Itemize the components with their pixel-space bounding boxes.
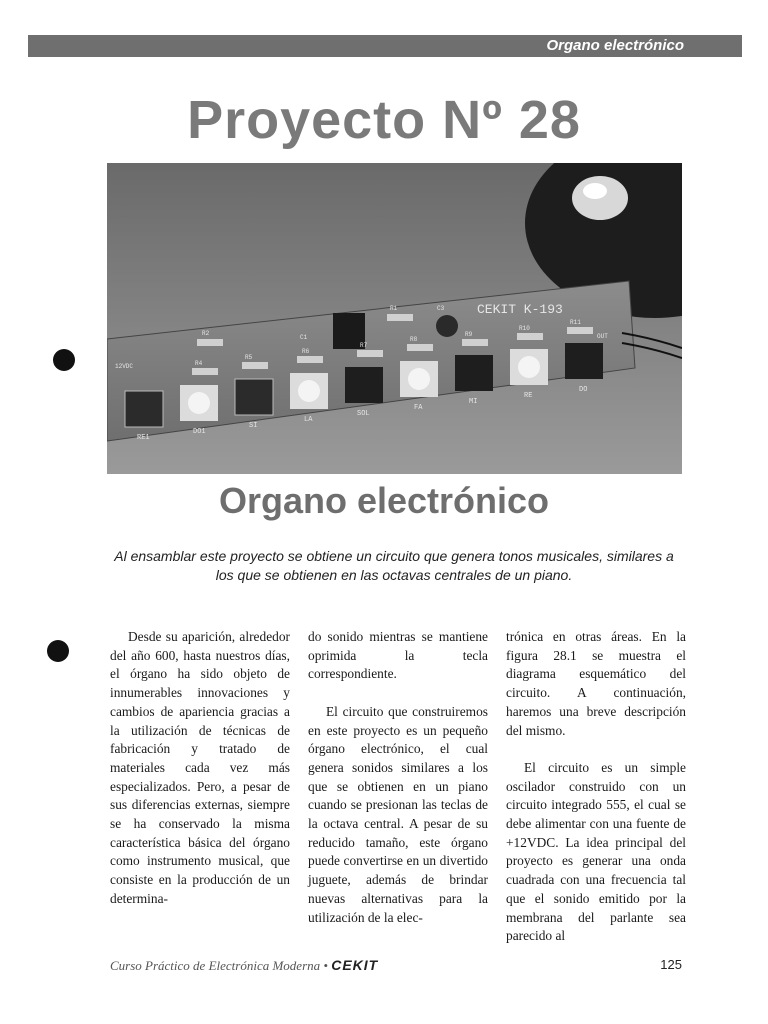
footer-separator: • xyxy=(320,958,332,973)
circuit-board-photo xyxy=(107,163,682,474)
text-column-3 xyxy=(506,628,686,965)
label-r10: R10 xyxy=(519,325,530,332)
capacitor-c3 xyxy=(436,315,458,337)
intro-paragraph: Al ensamblar este proyecto se obtiene un circuito que genera tonos musicales, similares a los que se obtienen en las octavas centrales de un piano. xyxy=(114,548,674,583)
label-r1: R1 xyxy=(390,305,398,312)
project-title: Proyecto Nº 28 xyxy=(187,90,581,150)
label-r2: R2 xyxy=(202,330,210,337)
running-header-title: Organo electrónico xyxy=(546,37,684,54)
column-2-paragraph-1: do sonido mientras se mantiene oprimida la tecla correspondiente. xyxy=(308,629,488,682)
key-label-fa: FA xyxy=(414,404,423,412)
label-r11: R11 xyxy=(570,319,581,326)
label-12vdc: 12VDC xyxy=(115,363,134,370)
column-3-paragraph-1: trónica en otras áreas. En la figura 28.1 se muestra el diagrama esquemático del circuito. A continuación, haremos una breve descripción del mismo. xyxy=(506,629,686,738)
column-3-paragraph-2: El circuito es un simple oscilador construido con un circuito integrado 555, el cual se debe alimentar con una fuente de +12VDC. La idea principal del proyecto es generar una onda cuadrada con una frecuencia tal que el sonido emitido por la membrana del parlante sea parecido al xyxy=(506,759,686,944)
key-label-la: LA xyxy=(304,416,313,424)
label-c1: C1 xyxy=(300,334,308,341)
key-label-do: DO xyxy=(579,386,588,394)
label-r7: R7 xyxy=(360,342,368,349)
key-label-mi: MI xyxy=(469,398,478,406)
column-2-paragraph-2: El circuito que construiremos en este proyecto es un pequeño órgano electrónico, el cual genera sonidos similares a los que se obtienen en un piano cuando se presionan las teclas de la octava central. A pesar de su reducido tamaño, este órgano puede convertirse en un divertido juguete, además de brindar nuevas alternativas para la utilización de la elec- xyxy=(308,703,488,925)
label-r4: R4 xyxy=(195,360,203,367)
margin-bullet-top xyxy=(53,349,75,371)
text-column-2 xyxy=(308,628,488,946)
label-c3: C3 xyxy=(437,305,445,312)
label-r5: R5 xyxy=(245,354,253,361)
text-column-1 xyxy=(110,628,290,927)
key-label-re1: RE1 xyxy=(137,434,150,442)
column-1-paragraph-1: Desde su aparición, alrededor del año 600, hasta nuestros días, el órgano ha sido objeto de innumerables innovaciones y cambios de apariencia gracias a la utilización de técnicas de fabricación y tratado de materiales cada vez más especializados. Pero, a pesar de sus diferencias externas, siempre se ha conservado la misma característica básica del órgano como instrumento musical, que consiste en la producción de un determina- xyxy=(110,629,290,906)
article-title: Organo electrónico xyxy=(218,480,550,521)
footer-course-title: Curso Práctico de Electrónica Moderna xyxy=(110,958,321,973)
page-number: 125 xyxy=(660,957,682,972)
header-bar xyxy=(28,35,742,57)
label-out: OUT xyxy=(597,333,608,340)
board-label: CEKIT K-193 xyxy=(477,302,563,317)
key-label-re: RE xyxy=(524,392,533,400)
footer-course xyxy=(110,957,378,974)
footer-brand-logo: CEKIT xyxy=(331,957,379,973)
key-label-do1: DO1 xyxy=(193,428,206,436)
key-label-sol: SOL xyxy=(357,410,370,418)
label-r9: R9 xyxy=(465,331,473,338)
margin-bullet-bottom xyxy=(47,640,69,662)
label-r8: R8 xyxy=(410,336,418,343)
label-r6: R6 xyxy=(302,348,310,355)
key-label-si: SI xyxy=(249,422,258,430)
